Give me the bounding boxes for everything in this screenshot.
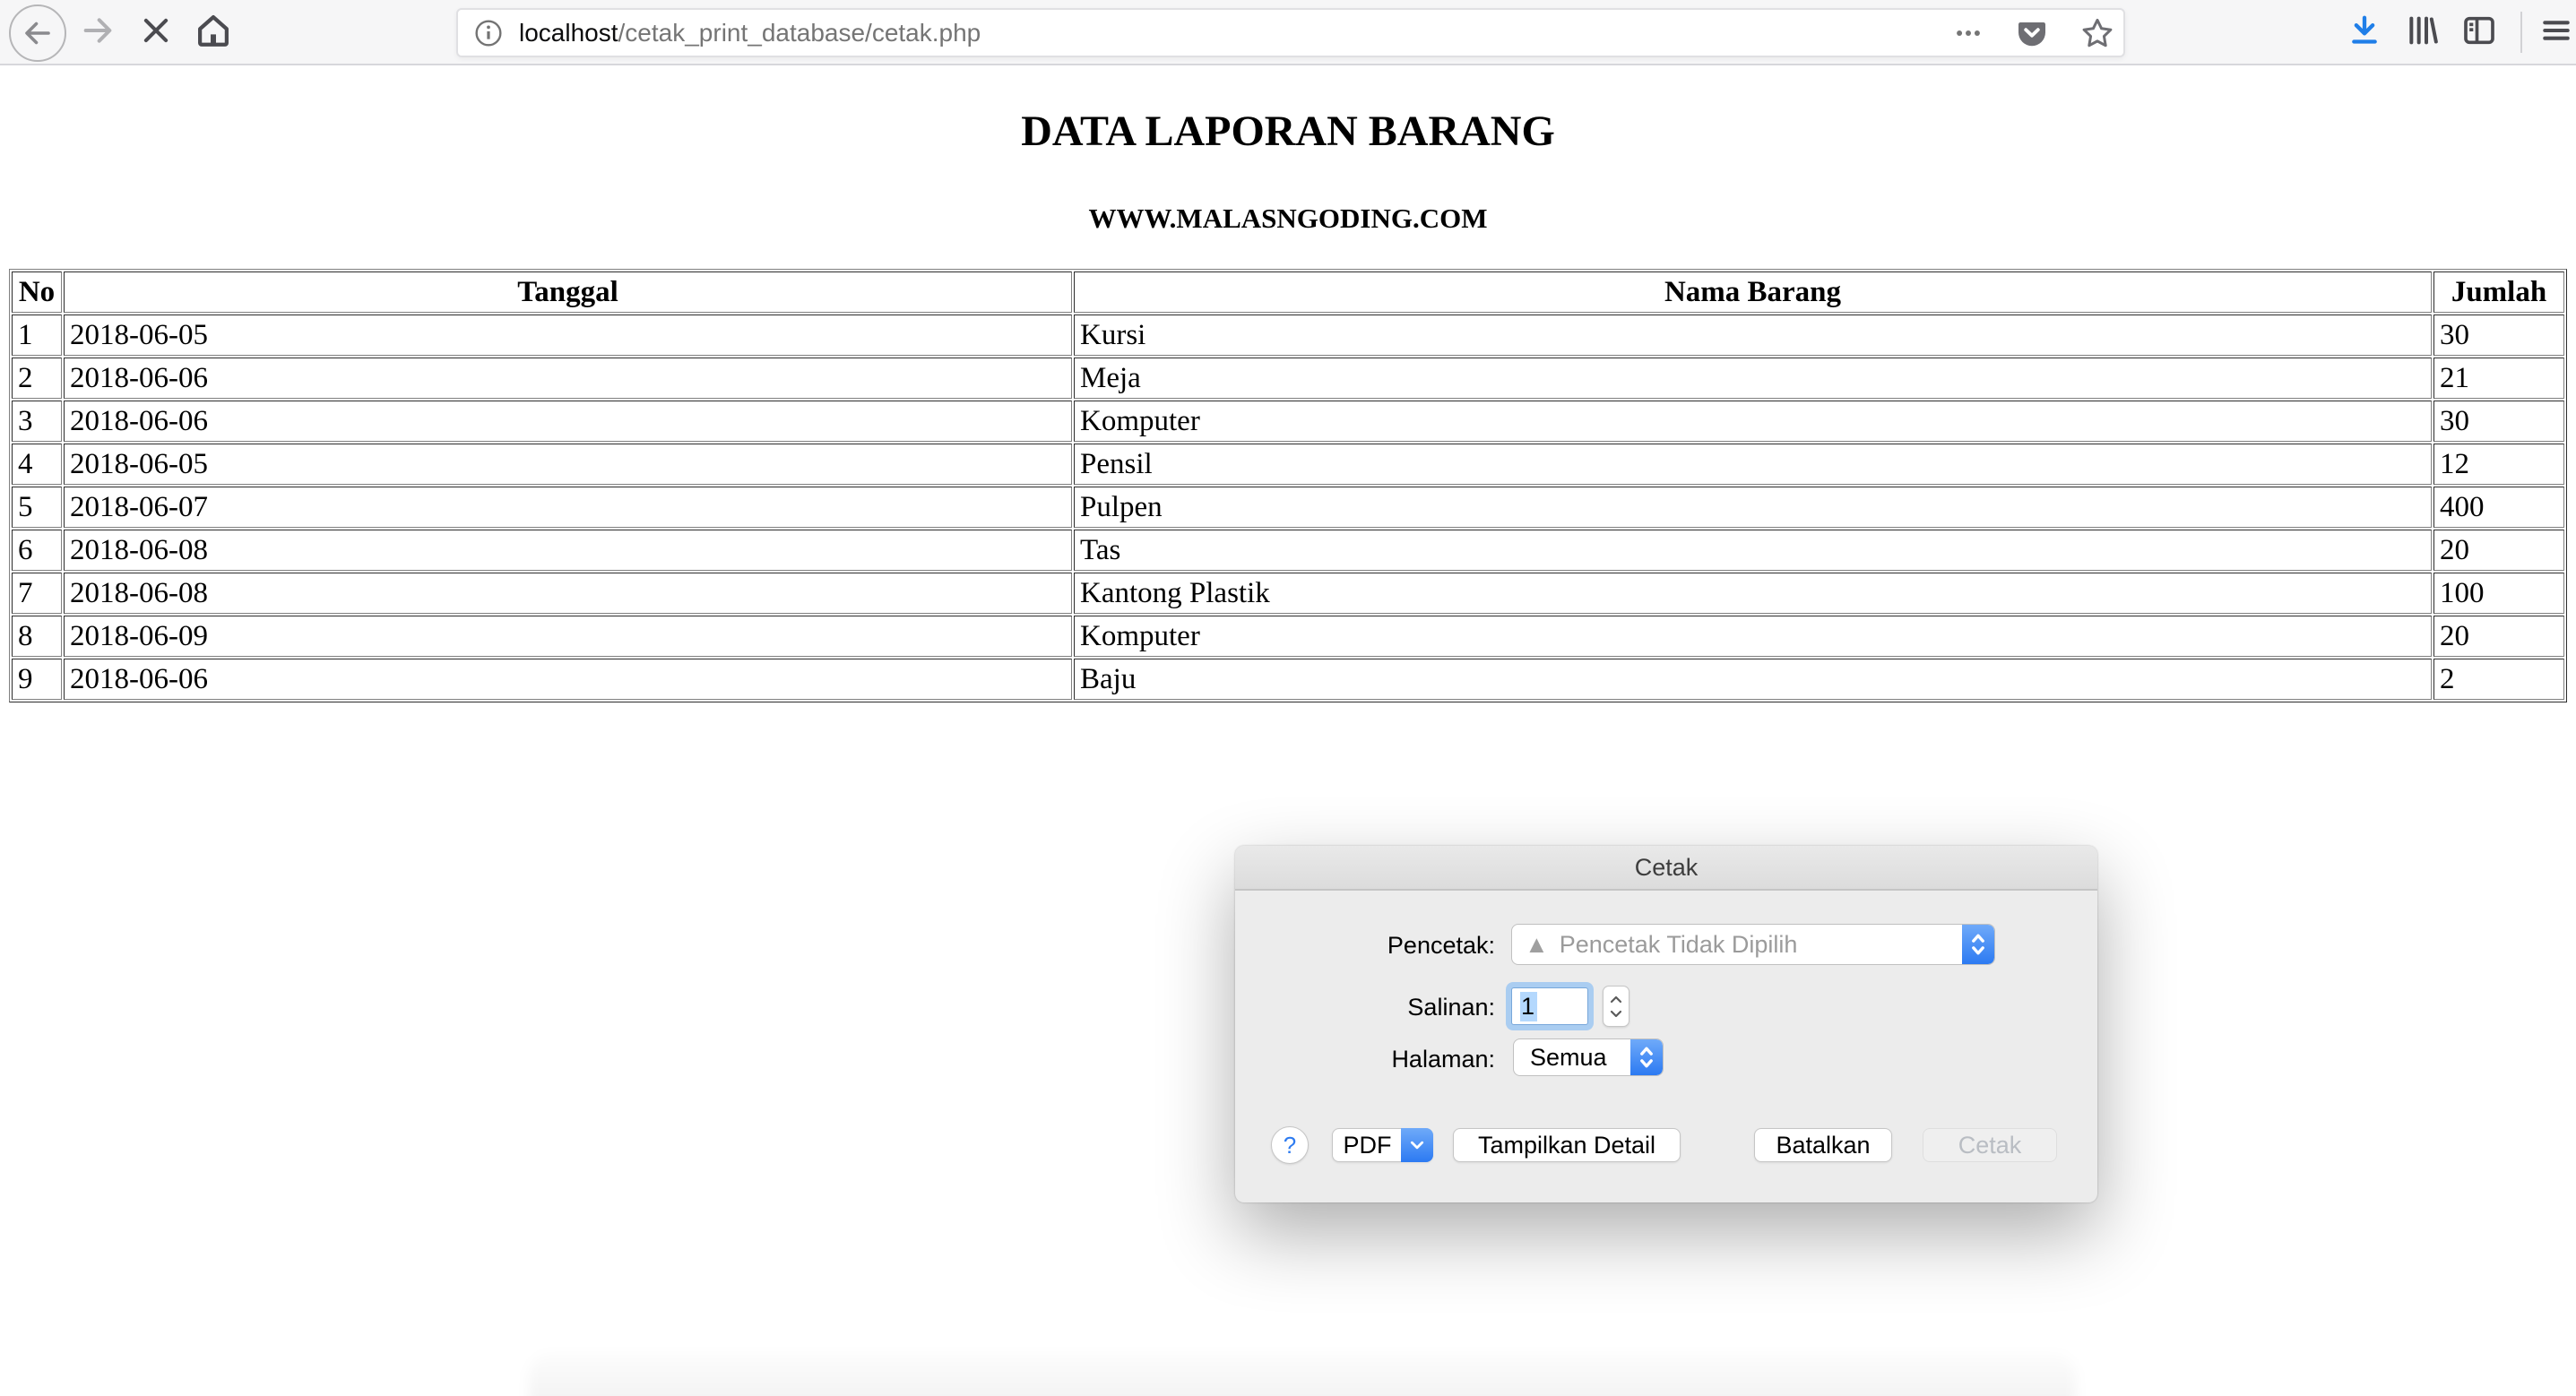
table-header-cell: Tanggal: [64, 271, 1072, 313]
show-detail-label: Tampilkan Detail: [1477, 1131, 1656, 1159]
web-page: [0, 67, 2576, 702]
forward-button[interactable]: [75, 0, 120, 65]
url-path: /cetak_print_database/cetak.php: [618, 18, 981, 47]
table-cell: 9: [12, 659, 62, 700]
table-cell: 12: [2433, 444, 2564, 485]
table-cell: Baju: [1074, 659, 2432, 700]
table-row: [12, 358, 2564, 399]
table-cell: Kantong Plastik: [1074, 573, 2432, 614]
table-cell: 2018-06-09: [64, 616, 1072, 657]
chevron-up-down-icon: [1630, 1039, 1663, 1075]
table-cell: 1: [12, 315, 62, 356]
forward-icon: [80, 13, 116, 53]
copies-input[interactable]: [1511, 987, 1588, 1025]
pages-value: Semua: [1530, 1043, 1607, 1071]
table-cell: 30: [2433, 401, 2564, 442]
home-button[interactable]: [190, 0, 237, 65]
page-title: DATA LAPORAN BARANG: [1021, 108, 1555, 155]
back-button[interactable]: [9, 0, 66, 65]
table-row: [12, 573, 2564, 614]
back-icon: [9, 4, 66, 62]
table-cell: 30: [2433, 315, 2564, 356]
browser-toolbar: [0, 0, 2576, 65]
table-cell: 2018-06-05: [64, 315, 1072, 356]
copies-label: Salinan:: [1407, 994, 1495, 1021]
table-cell: Pulpen: [1074, 487, 2432, 528]
table-row: [12, 401, 2564, 442]
library-button[interactable]: [2399, 0, 2445, 65]
table-cell: 2: [12, 358, 62, 399]
report-table: [9, 269, 2567, 702]
table-cell: 400: [2433, 487, 2564, 528]
table-cell: Komputer: [1074, 616, 2432, 657]
dialog-title: Cetak: [1634, 853, 1699, 881]
table-cell: Tas: [1074, 530, 2432, 571]
table-cell: 2018-06-07: [64, 487, 1072, 528]
table-cell: 7: [12, 573, 62, 614]
menu-icon: [2539, 13, 2573, 52]
table-cell: 2: [2433, 659, 2564, 700]
home-icon: [194, 12, 232, 54]
table-cell: 8: [12, 616, 62, 657]
table-header-row: [12, 271, 2564, 313]
cancel-label: Batalkan: [1776, 1131, 1871, 1159]
warning-triangle-icon: ▲: [1525, 930, 1549, 958]
table-cell: Meja: [1074, 358, 2432, 399]
site-info-icon[interactable]: [474, 19, 503, 47]
table-row: [12, 659, 2564, 700]
stepper-up-icon: [1610, 995, 1622, 1004]
table-cell: 2018-06-06: [64, 401, 1072, 442]
page-subtitle: WWW.MALASNGODING.COM: [1088, 203, 1488, 234]
table-header-cell: Jumlah: [2433, 271, 2564, 313]
table-row: [12, 444, 2564, 485]
table-row: [12, 315, 2564, 356]
download-button[interactable]: [2341, 0, 2388, 65]
table-row: [12, 487, 2564, 528]
table-header-cell: Nama Barang: [1074, 271, 2432, 313]
table-header-cell: No: [12, 271, 62, 313]
printer-select[interactable]: [1511, 924, 1995, 965]
table-cell: Pensil: [1074, 444, 2432, 485]
show-detail-button[interactable]: [1453, 1128, 1681, 1162]
print-button[interactable]: [1923, 1128, 2057, 1162]
pages-label: Halaman:: [1391, 1046, 1495, 1073]
help-button[interactable]: [1271, 1126, 1309, 1164]
table-cell: 20: [2433, 616, 2564, 657]
pages-select[interactable]: [1513, 1038, 1664, 1076]
sidebar-icon: [2461, 13, 2497, 53]
copies-stepper[interactable]: [1603, 986, 1629, 1027]
table-row: [12, 616, 2564, 657]
table-cell: Komputer: [1074, 401, 2432, 442]
copies-value: 1: [1520, 992, 1537, 1021]
table-cell: 2018-06-08: [64, 530, 1072, 571]
toolbar-divider: [2520, 12, 2522, 53]
download-icon: [2347, 13, 2382, 53]
pocket-icon[interactable]: [2016, 17, 2048, 49]
dialog-titlebar[interactable]: [1235, 846, 2097, 891]
chevron-down-icon: [1401, 1128, 1433, 1162]
table-row: [12, 530, 2564, 571]
table-cell: 2018-06-08: [64, 573, 1072, 614]
printer-value: Pencetak Tidak Dipilih: [1559, 930, 1798, 958]
cancel-button[interactable]: [1754, 1128, 1892, 1162]
table-cell: 3: [12, 401, 62, 442]
url-bar[interactable]: [456, 8, 2125, 57]
help-label: ?: [1283, 1131, 1297, 1159]
close-icon: [139, 13, 173, 52]
stepper-down-icon: [1610, 1010, 1622, 1018]
chevron-up-down-icon: [1962, 925, 1994, 964]
page-actions-icon[interactable]: [1953, 18, 1984, 48]
print-label: Cetak: [1958, 1131, 2022, 1159]
stop-button[interactable]: [134, 0, 177, 65]
pdf-label: PDF: [1343, 1132, 1392, 1159]
table-cell: 2018-06-06: [64, 358, 1072, 399]
table-cell: 6: [12, 530, 62, 571]
table-cell: 5: [12, 487, 62, 528]
table-cell: Kursi: [1074, 315, 2432, 356]
library-icon: [2404, 13, 2440, 53]
pdf-menu-button[interactable]: [1332, 1128, 1433, 1162]
printer-label: Pencetak:: [1387, 932, 1495, 959]
menu-button[interactable]: [2533, 0, 2576, 65]
table-cell: 100: [2433, 573, 2564, 614]
table-cell: 2018-06-05: [64, 444, 1072, 485]
url-host: localhost: [519, 18, 618, 47]
table-cell: 2018-06-06: [64, 659, 1072, 700]
table-cell: 21: [2433, 358, 2564, 399]
sidebar-button[interactable]: [2456, 0, 2503, 65]
table-cell: 4: [12, 444, 62, 485]
print-dialog: [1235, 846, 2097, 1202]
url-text: [519, 19, 981, 47]
table-cell: 20: [2433, 530, 2564, 571]
background-window-shadow: [529, 1353, 2076, 1396]
bookmark-star-icon[interactable]: [2080, 16, 2114, 50]
